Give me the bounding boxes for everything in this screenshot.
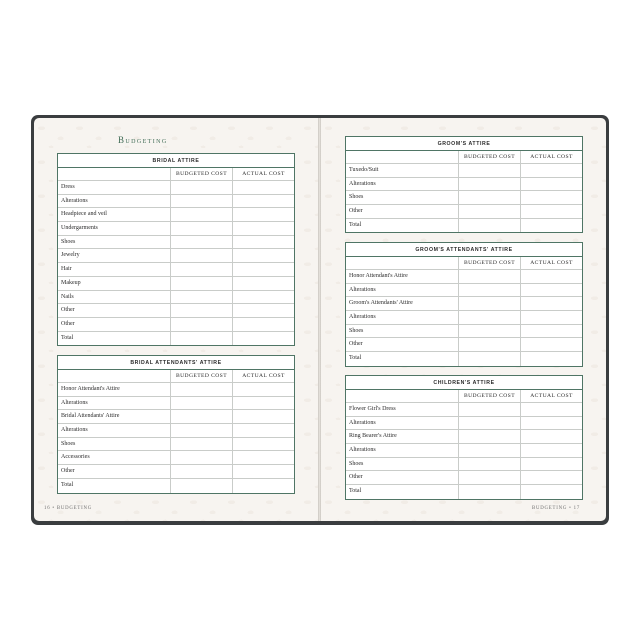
row-label: Honor Attendant's Attire xyxy=(61,386,120,392)
header-actual-cost: ACTUAL COST xyxy=(232,168,294,180)
table-row xyxy=(58,318,294,332)
table-row xyxy=(346,311,582,325)
actual-cost-cell[interactable] xyxy=(520,219,582,233)
table-header-row xyxy=(346,390,582,403)
actual-cost-cell[interactable] xyxy=(520,485,582,499)
table-header-row xyxy=(346,151,582,164)
row-label: Tuxedo/Suit xyxy=(349,167,379,173)
header-blank xyxy=(58,370,170,382)
actual-cost-cell[interactable] xyxy=(232,263,294,276)
header-blank xyxy=(346,257,458,269)
table-title: GROOM'S ATTENDANTS' ATTIRE xyxy=(346,243,582,257)
row-label: Bridal Attendants' Attire xyxy=(61,413,120,420)
budgeted-cost-cell[interactable] xyxy=(170,424,232,437)
actual-cost-cell[interactable] xyxy=(232,383,294,396)
actual-cost-cell[interactable] xyxy=(232,424,294,437)
row-label: Shoes xyxy=(349,327,364,334)
header-actual-cost: ACTUAL COST xyxy=(520,390,582,402)
actual-cost-cell[interactable] xyxy=(520,191,582,204)
table-row xyxy=(58,410,294,424)
actual-cost-cell[interactable] xyxy=(232,249,294,262)
actual-cost-cell[interactable] xyxy=(232,318,294,331)
table-row xyxy=(346,352,582,366)
actual-cost-cell[interactable] xyxy=(520,205,582,218)
table-row xyxy=(58,236,294,250)
row-label: Alterations xyxy=(61,427,88,434)
section-heading: Budgeting xyxy=(118,135,168,145)
table-row xyxy=(346,284,582,298)
budgeted-cost-cell[interactable] xyxy=(458,297,520,310)
row-label: Other xyxy=(61,307,75,314)
row-label: Alterations xyxy=(349,314,376,321)
budgeted-cost-cell[interactable] xyxy=(170,181,232,194)
row-label: Flower Girl's Dress xyxy=(349,406,396,412)
table-title: CHILDREN'S ATTIRE xyxy=(346,376,582,390)
actual-cost-cell[interactable] xyxy=(520,352,582,366)
actual-cost-cell[interactable] xyxy=(232,291,294,304)
table-title: BRIDAL ATTENDANTS' ATTIRE xyxy=(58,356,294,370)
budgeted-cost-cell[interactable] xyxy=(170,236,232,249)
table-row xyxy=(346,191,582,205)
table-title: BRIDAL ATTIRE xyxy=(58,154,294,168)
table-row xyxy=(346,219,582,233)
row-label: Dress xyxy=(61,184,75,190)
row-label: Undergarments xyxy=(61,225,98,232)
budgeted-cost-cell[interactable] xyxy=(170,410,232,423)
row-label: Ring Bearer's Attire xyxy=(349,433,397,440)
actual-cost-cell[interactable] xyxy=(520,164,582,177)
actual-cost-cell[interactable] xyxy=(232,451,294,464)
actual-cost-cell[interactable] xyxy=(520,403,582,416)
table-row xyxy=(58,397,294,411)
row-label: Makeup xyxy=(61,279,81,286)
row-label: Hair xyxy=(61,266,72,273)
budgeted-cost-cell[interactable] xyxy=(458,311,520,324)
actual-cost-cell[interactable] xyxy=(520,297,582,310)
header-blank xyxy=(346,390,458,402)
budgeted-cost-cell[interactable] xyxy=(458,485,520,499)
table-row xyxy=(58,451,294,465)
actual-cost-cell[interactable] xyxy=(232,222,294,235)
row-label: Honor Attendant's Attire xyxy=(349,273,408,279)
actual-cost-cell[interactable] xyxy=(520,417,582,430)
budgeted-cost-cell[interactable] xyxy=(170,318,232,331)
row-label: Other xyxy=(61,468,75,475)
table-row xyxy=(346,325,582,339)
budgeted-cost-cell[interactable] xyxy=(458,178,520,191)
actual-cost-cell[interactable] xyxy=(520,338,582,351)
actual-cost-cell[interactable] xyxy=(232,181,294,194)
table-row xyxy=(58,195,294,209)
table-header-row xyxy=(346,257,582,270)
table-childrens-attire xyxy=(345,375,583,500)
budgeted-cost-cell[interactable] xyxy=(458,338,520,351)
actual-cost-cell[interactable] xyxy=(232,277,294,290)
row-label: Alterations xyxy=(349,286,376,293)
header-actual-cost: ACTUAL COST xyxy=(232,370,294,382)
table-row xyxy=(58,263,294,277)
actual-cost-cell[interactable] xyxy=(520,284,582,297)
row-label: Shoes xyxy=(349,460,364,467)
row-label: Alterations xyxy=(349,447,376,454)
table-row xyxy=(58,277,294,291)
table-row xyxy=(58,222,294,236)
budgeted-cost-cell[interactable] xyxy=(458,430,520,443)
budgeted-cost-cell[interactable] xyxy=(458,458,520,471)
table-row xyxy=(58,291,294,305)
left-page-folio: 16 • BUDGETING xyxy=(44,506,93,511)
table-row xyxy=(58,249,294,263)
budgeted-cost-cell[interactable] xyxy=(458,471,520,484)
row-label: Other xyxy=(61,320,75,327)
table-row xyxy=(58,424,294,438)
row-label: Accessories xyxy=(61,454,90,461)
row-label: Total xyxy=(349,488,362,495)
table-row xyxy=(58,383,294,397)
table-row xyxy=(58,438,294,452)
budgeted-cost-cell[interactable] xyxy=(170,195,232,208)
actual-cost-cell[interactable] xyxy=(232,410,294,423)
budgeted-cost-cell[interactable] xyxy=(170,277,232,290)
actual-cost-cell[interactable] xyxy=(520,178,582,191)
table-bridal-attendants-attire xyxy=(57,355,295,494)
row-label: Shoes xyxy=(349,194,364,201)
row-label: Headpiece and veil xyxy=(61,211,107,218)
table-row xyxy=(346,205,582,219)
table-row xyxy=(58,332,294,346)
header-blank xyxy=(346,151,458,163)
actual-cost-cell[interactable] xyxy=(520,458,582,471)
row-label: Total xyxy=(349,221,362,228)
table-row xyxy=(58,479,294,493)
budgeted-cost-cell[interactable] xyxy=(170,208,232,221)
row-label: Other xyxy=(349,208,363,215)
row-label: Total xyxy=(349,355,362,362)
row-label: Other xyxy=(349,474,363,481)
budgeted-cost-cell[interactable] xyxy=(170,291,232,304)
row-label: Jewelry xyxy=(61,252,80,259)
actual-cost-cell[interactable] xyxy=(232,304,294,317)
table-row xyxy=(58,208,294,222)
actual-cost-cell[interactable] xyxy=(232,465,294,478)
table-row xyxy=(346,178,582,192)
actual-cost-cell[interactable] xyxy=(520,444,582,457)
table-row xyxy=(346,458,582,472)
actual-cost-cell[interactable] xyxy=(232,208,294,221)
actual-cost-cell[interactable] xyxy=(520,270,582,283)
table-row xyxy=(58,304,294,318)
header-budgeted-cost: BUDGETED COST xyxy=(458,151,520,163)
table-bridal-attire xyxy=(57,153,295,346)
budgeted-cost-cell[interactable] xyxy=(458,205,520,218)
actual-cost-cell[interactable] xyxy=(232,332,294,346)
header-actual-cost: ACTUAL COST xyxy=(520,151,582,163)
budgeted-cost-cell[interactable] xyxy=(458,270,520,283)
table-row xyxy=(346,485,582,499)
budgeted-cost-cell[interactable] xyxy=(458,219,520,233)
table-row xyxy=(58,465,294,479)
actual-cost-cell[interactable] xyxy=(520,325,582,338)
table-row xyxy=(346,444,582,458)
header-actual-cost: ACTUAL COST xyxy=(520,257,582,269)
budgeted-cost-cell[interactable] xyxy=(170,332,232,346)
row-label: Total xyxy=(61,481,74,488)
table-row xyxy=(346,338,582,352)
budgeted-cost-cell[interactable] xyxy=(170,397,232,410)
budgeted-cost-cell[interactable] xyxy=(458,325,520,338)
table-row xyxy=(346,270,582,284)
header-budgeted-cost: BUDGETED COST xyxy=(458,390,520,402)
budgeted-cost-cell[interactable] xyxy=(458,444,520,457)
row-label: Total xyxy=(61,334,74,341)
budgeted-cost-cell[interactable] xyxy=(170,304,232,317)
actual-cost-cell[interactable] xyxy=(232,397,294,410)
actual-cost-cell[interactable] xyxy=(520,311,582,324)
table-header-row xyxy=(58,370,294,383)
row-label: Other xyxy=(349,341,363,348)
table-row xyxy=(346,297,582,311)
budgeted-cost-cell[interactable] xyxy=(170,249,232,262)
table-grooms-attendants-attire xyxy=(345,242,583,367)
budgeted-cost-cell[interactable] xyxy=(458,352,520,366)
table-row xyxy=(346,403,582,417)
budgeted-cost-cell[interactable] xyxy=(458,164,520,177)
budgeted-cost-cell[interactable] xyxy=(458,403,520,416)
table-row xyxy=(346,471,582,485)
budgeted-cost-cell[interactable] xyxy=(170,222,232,235)
actual-cost-cell[interactable] xyxy=(232,438,294,451)
header-budgeted-cost: BUDGETED COST xyxy=(458,257,520,269)
actual-cost-cell[interactable] xyxy=(520,471,582,484)
right-page-folio: BUDGETING • 17 xyxy=(532,506,581,511)
row-label: Alterations xyxy=(61,399,88,406)
header-blank xyxy=(58,168,170,180)
actual-cost-cell[interactable] xyxy=(232,236,294,249)
budgeted-cost-cell[interactable] xyxy=(170,438,232,451)
budgeted-cost-cell[interactable] xyxy=(170,263,232,276)
actual-cost-cell[interactable] xyxy=(232,195,294,208)
header-budgeted-cost: BUDGETED COST xyxy=(170,168,232,180)
table-title: GROOM'S ATTIRE xyxy=(346,137,582,151)
budgeted-cost-cell[interactable] xyxy=(170,479,232,493)
row-label: Groom's Attendants' Attire xyxy=(349,300,413,307)
table-row xyxy=(346,417,582,431)
table-row xyxy=(346,164,582,178)
actual-cost-cell[interactable] xyxy=(232,479,294,493)
row-label: Alterations xyxy=(349,419,376,426)
row-label: Alterations xyxy=(61,197,88,204)
row-label: Shoes xyxy=(61,238,76,245)
row-label: Alterations xyxy=(349,180,376,187)
table-row xyxy=(346,430,582,444)
budgeted-cost-cell[interactable] xyxy=(458,191,520,204)
table-header-row xyxy=(58,168,294,181)
budgeted-cost-cell[interactable] xyxy=(458,417,520,430)
table-grooms-attire xyxy=(345,136,583,233)
budgeted-cost-cell[interactable] xyxy=(458,284,520,297)
budgeted-cost-cell[interactable] xyxy=(170,383,232,396)
header-budgeted-cost: BUDGETED COST xyxy=(170,370,232,382)
row-label: Nails xyxy=(61,293,74,300)
row-label: Shoes xyxy=(61,440,76,447)
table-row xyxy=(58,181,294,195)
actual-cost-cell[interactable] xyxy=(520,430,582,443)
budgeted-cost-cell[interactable] xyxy=(170,465,232,478)
budgeted-cost-cell[interactable] xyxy=(170,451,232,464)
